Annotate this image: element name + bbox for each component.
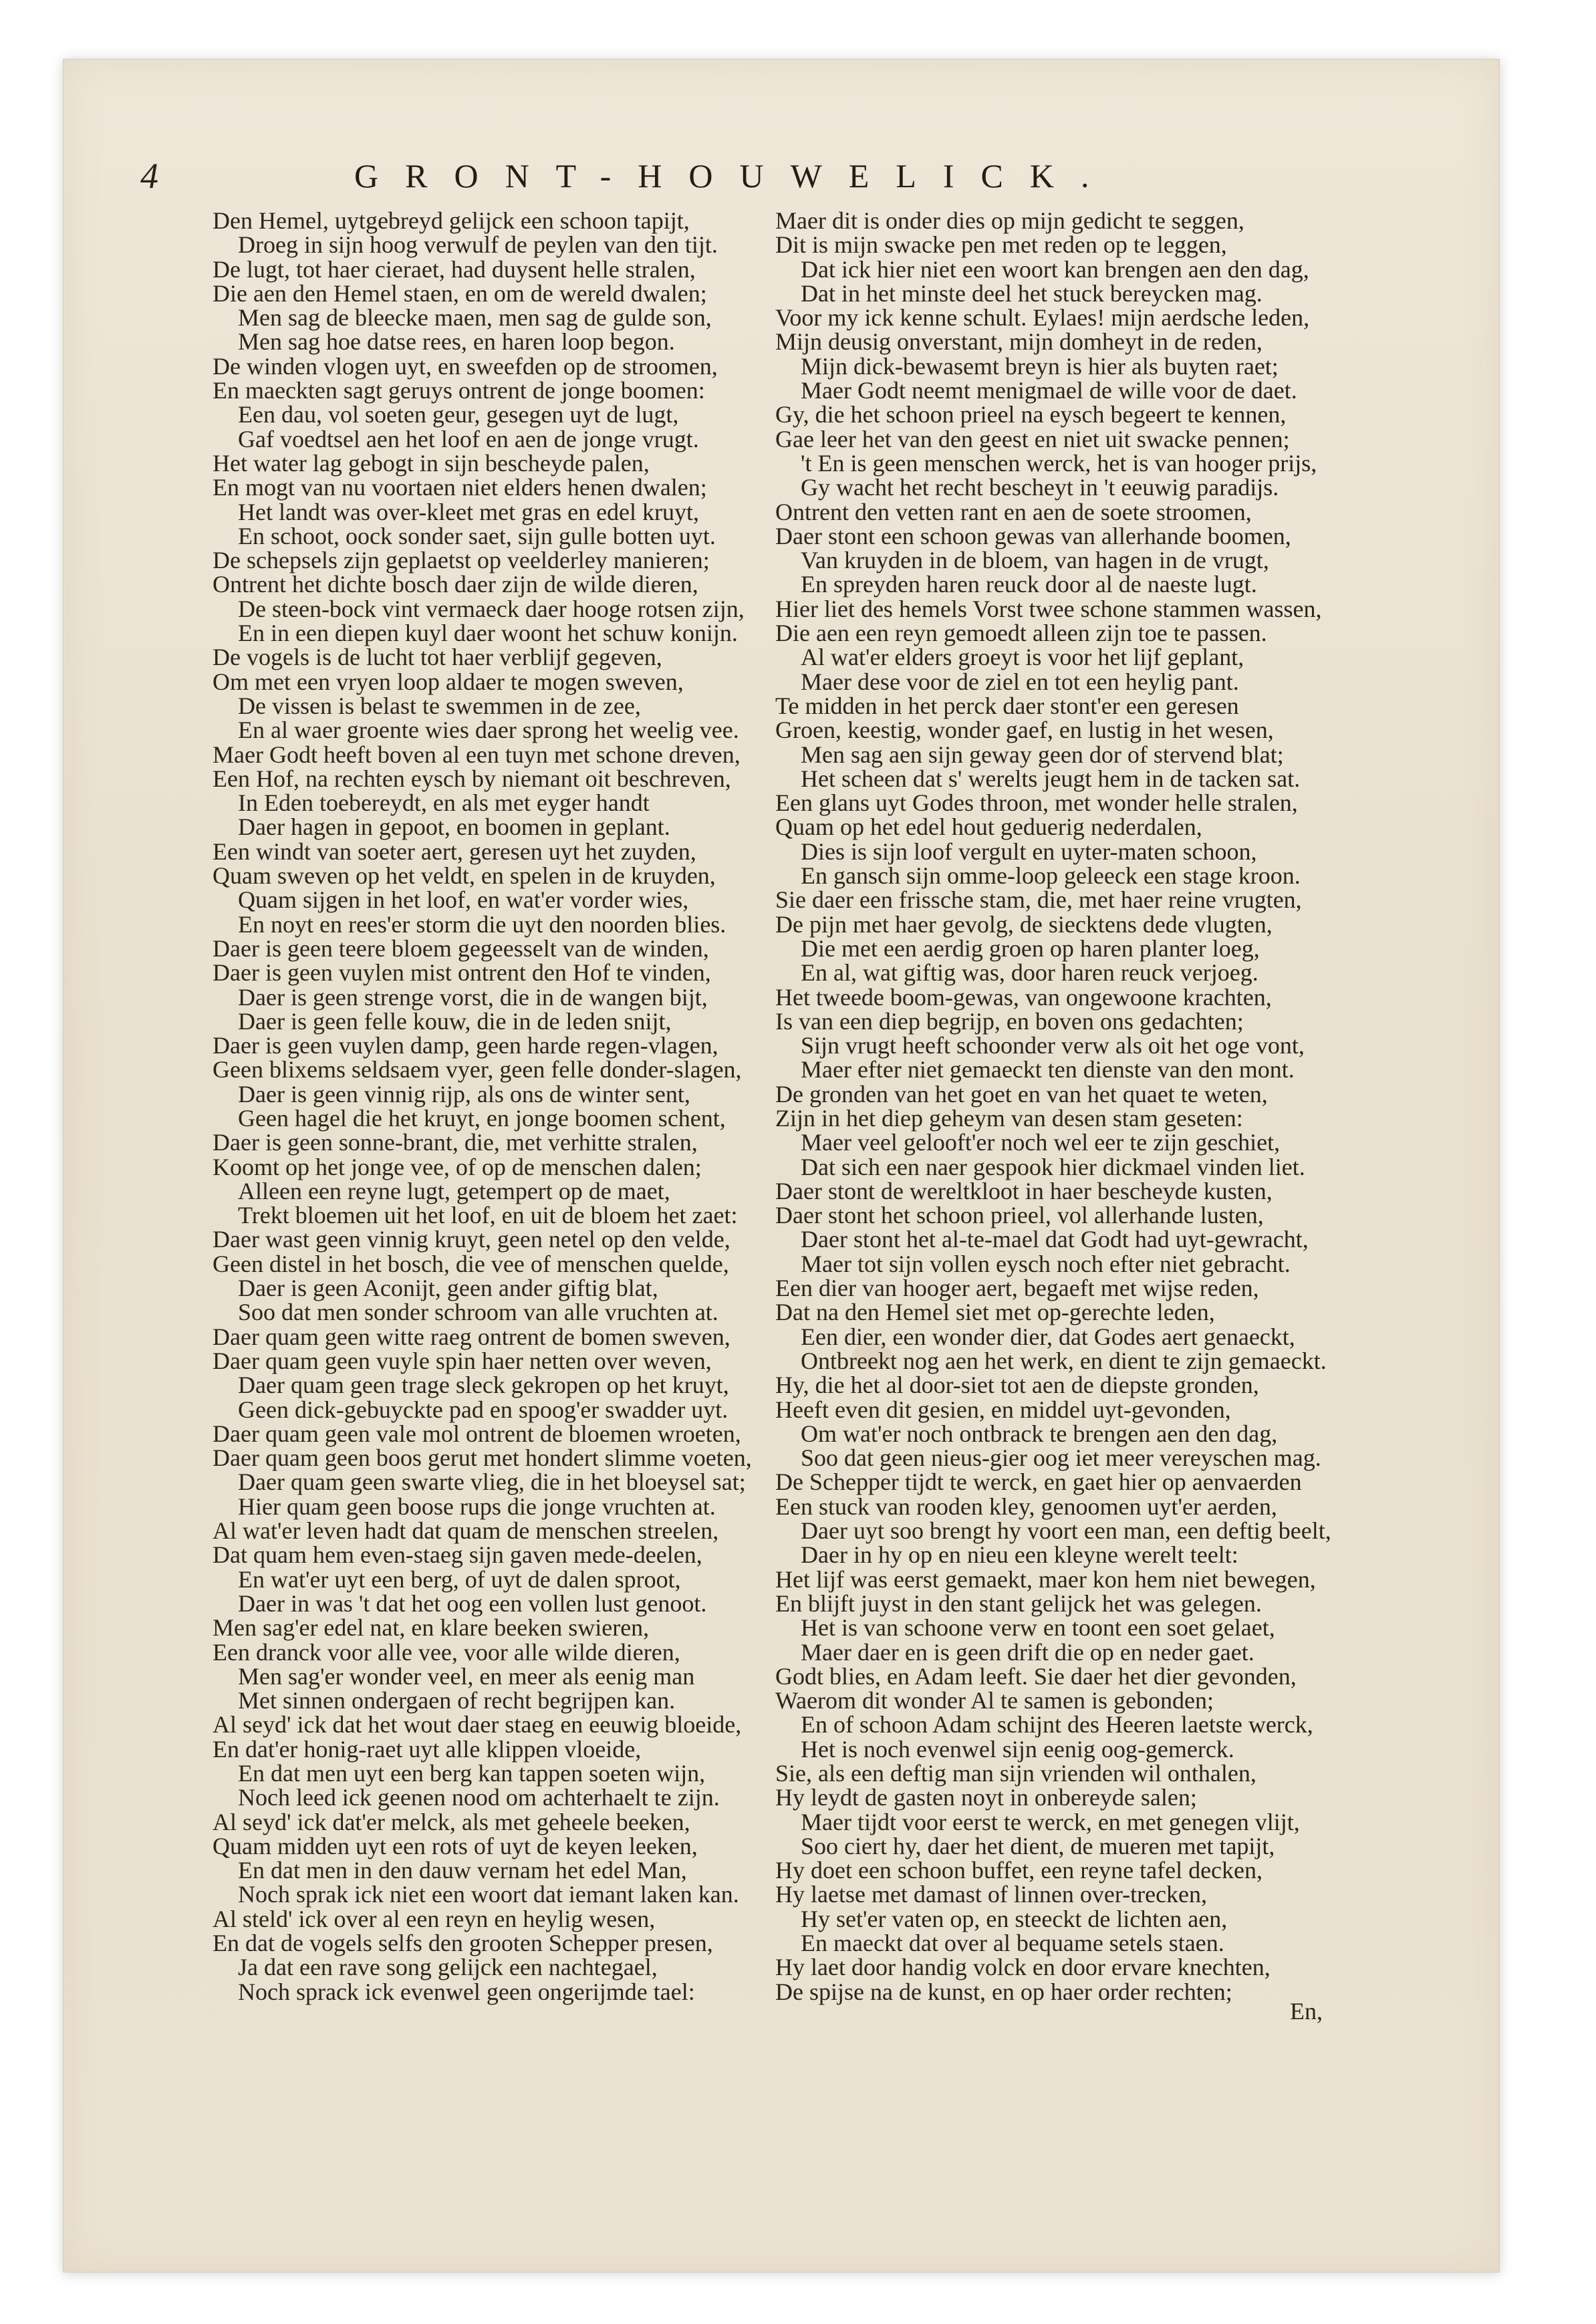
verse-line: Een windt van soeter aert, geresen uyt het zuyden, bbox=[213, 837, 696, 865]
verse-line: Daer is geen vinnig rijp, als ons de winter sent, bbox=[238, 1080, 690, 1108]
verse-line: En maeckten sagt geruys ontrent de jonge boomen: bbox=[213, 377, 705, 404]
verse-line: Geen dick-gebuyckte pad en spoog'er swadder uyt. bbox=[238, 1396, 728, 1423]
verse-line: Hier quam geen boose rups die jonge vruchten at. bbox=[238, 1493, 716, 1520]
verse-line: In Eden toebereydt, en als met eyger handt bbox=[238, 789, 650, 817]
verse-line: Ontbreekt nog aen het werk, en dient te zijn gemaeckt. bbox=[801, 1347, 1327, 1374]
verse-line: Het water lag gebogt in sijn bescheyde palen, bbox=[213, 449, 650, 477]
verse-line: Soo dat geen nieus-gier oog iet meer vereyschen mag. bbox=[801, 1444, 1321, 1472]
verse-line: Ontrent den vetten rant en aen de soete stroomen, bbox=[775, 498, 1252, 525]
verse-line: Voor my ick kenne schult. Eylaes! mijn aerdsche leden, bbox=[775, 304, 1310, 332]
verse-line: En dat men uyt een berg kan tappen soeten wijn, bbox=[238, 1760, 706, 1787]
verse-line: Daer is geen teere bloem gegeesselt van de winden, bbox=[213, 934, 709, 962]
verse-line: Sijn vrugt heeft schoonder verw als oit het oge vont, bbox=[801, 1032, 1305, 1059]
verse-line: Dat in het minste deel het stuck bereycken mag. bbox=[801, 279, 1262, 307]
running-head: GRONT-HOUWELICK. bbox=[354, 157, 1116, 195]
verse-line: De lugt, tot haer cieraet, had duysent helle stralen, bbox=[213, 255, 696, 283]
verse-line: Al wat'er leven hadt dat quam de menschen streelen, bbox=[213, 1517, 719, 1545]
verse-line: Hy leydt de gasten noyt in onbereyde salen; bbox=[775, 1784, 1197, 1811]
verse-line: Quam sijgen in het loof, en wat'er vorder wies, bbox=[238, 886, 689, 914]
left-verse-column bbox=[213, 209, 752, 2004]
verse-line: Daer stont het al-te-mael dat Godt had uyt-gewracht, bbox=[801, 1226, 1309, 1253]
verse-line: Daer quam geen swarte vlieg, die in het bloeysel sat; bbox=[238, 1468, 746, 1496]
verse-line: En maeckt dat over al bequame setels staen. bbox=[801, 1930, 1224, 1957]
verse-line: Daer in hy op en nieu een kleyne werelt teelt: bbox=[801, 1541, 1238, 1569]
verse-line: Maer dese voor de ziel en tot een heylig pant. bbox=[801, 668, 1239, 695]
verse-line: Koomt op het jonge vee, of op de menschen dalen; bbox=[213, 1153, 702, 1180]
verse-line: Mijn deusig onverstant, mijn domheyt in de reden, bbox=[775, 328, 1262, 356]
verse-line: Dat sich een naer gespook hier dickmael vinden liet. bbox=[801, 1153, 1305, 1180]
verse-line: Soo dat men sonder schroom van alle vruchten at. bbox=[238, 1299, 718, 1326]
verse-line: Maer tot sijn vollen eysch noch efter niet gebracht. bbox=[801, 1250, 1291, 1277]
verse-line: Noch sprak ick niet een woort dat iemant laken kan. bbox=[238, 1881, 739, 1908]
verse-line: Daer is geen vuylen mist ontrent den Hof te vinden, bbox=[213, 959, 711, 987]
verse-line: Hy set'er vaten op, en steeckt de lichten aen, bbox=[801, 1905, 1228, 1932]
verse-line: De winden vlogen uyt, en sweefden op de stroomen, bbox=[213, 352, 718, 380]
verse-line: Een Hof, na rechten eysch by niemant oit beschreven, bbox=[213, 765, 731, 792]
verse-line: 't En is geen menschen werck, het is van hooger prijs, bbox=[801, 449, 1317, 477]
verse-line: Daer quam geen witte raeg ontrent de bomen sweven, bbox=[213, 1323, 730, 1350]
verse-line: Groen, keestig, wonder gaef, en lustig in het wesen, bbox=[775, 717, 1274, 744]
verse-line: Droeg in sijn hoog verwulf de peylen van den tijt. bbox=[238, 231, 718, 259]
verse-line: De pijn met haer gevolg, de siecktens dede vlugten, bbox=[775, 910, 1273, 938]
verse-line: Daer quam geen vale mol ontrent de bloemen wroeten, bbox=[213, 1420, 741, 1447]
verse-line: Het is van schoone verw en toont een soet gelaet, bbox=[801, 1614, 1275, 1642]
verse-line: De vissen is belast te swemmen in de zee, bbox=[238, 692, 641, 719]
verse-line: Een dier van hooger aert, begaeft met wijse reden, bbox=[775, 1275, 1259, 1302]
verse-line: Geen distel in het bosch, die vee of menschen quelde, bbox=[213, 1250, 729, 1277]
verse-line: Hy, die het al door-siet tot aen de diepste gronden, bbox=[775, 1372, 1259, 1399]
verse-line: Men sag hoe datse rees, en haren loop begon. bbox=[238, 328, 675, 356]
verse-line: Zijn in het diep geheym van desen stam geseten: bbox=[775, 1104, 1243, 1132]
verse-line: Quam sweven op het veldt, en spelen in de kruyden, bbox=[213, 862, 716, 890]
verse-line: Daer stont het schoon prieel, vol allerhande lusten, bbox=[775, 1202, 1264, 1229]
verse-line: Daer uyt soo brengt hy voort een man, een deftig beelt, bbox=[801, 1517, 1331, 1545]
verse-line: En dat men in den dauw vernam het edel Man, bbox=[238, 1857, 687, 1884]
verse-line: Die met een aerdig groen op haren planter loeg, bbox=[801, 934, 1260, 962]
verse-line: Die aen een reyn gemoedt alleen zijn toe te passen. bbox=[775, 620, 1267, 647]
verse-line: Is van een diep begrijp, en boven ons gedachten; bbox=[775, 1007, 1244, 1035]
verse-line: Daer is geen felle kouw, die in de leden snijt, bbox=[238, 1007, 672, 1035]
verse-line: En al waer groente wies daer sprong het weelig vee. bbox=[238, 717, 739, 744]
verse-line: En wat'er uyt een berg, of uyt de dalen sproot, bbox=[238, 1565, 681, 1593]
verse-line: Al seyd' ick dat het wout daer staeg en eeuwig bloeide, bbox=[213, 1711, 742, 1738]
verse-line: Dit is mijn swacke pen met reden op te leggen, bbox=[775, 231, 1227, 259]
verse-line: Daer quam geen boos gerut met hondert slimme voeten, bbox=[213, 1444, 752, 1472]
verse-line: En dat de vogels selfs den grooten Schepper presen, bbox=[213, 1930, 713, 1957]
verse-line: Men sag'er edel nat, en klare beeken swieren, bbox=[213, 1614, 650, 1642]
verse-line: Waerom dit wonder Al te samen is gebonden; bbox=[775, 1687, 1214, 1714]
verse-line: Al steld' ick over al een reyn en heylig wesen, bbox=[213, 1905, 656, 1932]
verse-line: Al wat'er elders groeyt is voor het lijf geplant, bbox=[801, 644, 1244, 671]
verse-line: Gy wacht het recht bescheyt in 't eeuwig paradijs. bbox=[801, 474, 1279, 501]
verse-line: En blijft juyst in den stant gelijck het was gelegen. bbox=[775, 1589, 1262, 1617]
verse-line: Men sag de bleecke maen, men sag de gulde son, bbox=[238, 304, 712, 332]
verse-line: En mogt van nu voortaen niet elders henen dwalen; bbox=[213, 474, 707, 501]
verse-line: Een stuck van rooden kley, genoomen uyt'er aerden, bbox=[775, 1493, 1277, 1520]
verse-line: Mijn dick-bewasemt breyn is hier als buyten raet; bbox=[801, 352, 1279, 380]
verse-line: Men sag aen sijn geway geen dor of stervend blat; bbox=[801, 741, 1284, 768]
verse-line: Gae leer het van den geest en niet uit swacke pennen; bbox=[775, 425, 1290, 453]
verse-line: Een dier, een wonder dier, dat Godes aert genaeckt, bbox=[801, 1323, 1295, 1350]
verse-line: En dat'er honig-raet uyt alle klippen vloeide, bbox=[213, 1735, 642, 1763]
verse-line: Dies is sijn loof vergult en uyter-maten schoon, bbox=[801, 837, 1257, 865]
verse-line: Maer tijdt voor eerst te werck, en met genegen vlijt, bbox=[801, 1808, 1300, 1835]
verse-line: Men sag'er wonder veel, en meer als eenig man bbox=[238, 1662, 695, 1690]
verse-line: Het tweede boom-gewas, van ongewoone krachten, bbox=[775, 983, 1272, 1011]
verse-line: Daer quam geen trage sleck gekropen op het kruyt, bbox=[238, 1372, 729, 1399]
verse-line: Het lijf was eerst gemaekt, maer kon hem niet bewegen, bbox=[775, 1565, 1316, 1593]
verse-line: Noch leed ick geenen nood om achterhaelt te zijn. bbox=[238, 1784, 720, 1811]
verse-line: Sie daer een frissche stam, die, met haer reine vrugten, bbox=[775, 886, 1302, 914]
verse-line: Een glans uyt Godes throon, met wonder helle stralen, bbox=[775, 789, 1298, 817]
verse-line: Dat quam hem even-staeg sijn gaven mede-deelen, bbox=[213, 1541, 702, 1569]
verse-line: Gaf voedtsel aen het loof en aen de jonge vrugt. bbox=[238, 425, 699, 453]
verse-line: Heeft even dit gesien, en middel uyt-gevonden, bbox=[775, 1396, 1231, 1423]
verse-line: Het landt was over-kleet met gras en edel kruyt, bbox=[238, 498, 700, 525]
verse-line: Soo ciert hy, daer het dient, de mueren met tapijt, bbox=[801, 1832, 1275, 1859]
verse-line: Noch sprack ick evenwel geen ongerijmde tael: bbox=[238, 1978, 695, 2005]
verse-line: De Schepper tijdt te werck, en gaet hier op aenvaerden bbox=[775, 1468, 1302, 1496]
verse-line: Van kruyden in de bloem, van hagen in de vrugt, bbox=[801, 547, 1269, 574]
verse-line: En al, wat giftig was, door haren reuck verjoeg. bbox=[801, 959, 1258, 987]
catchword: En, bbox=[1290, 1998, 1323, 2025]
verse-line: Te midden in het perck daer stont'er een geresen bbox=[775, 692, 1239, 719]
verse-line: En spreyden haren reuck door al de naeste lugt. bbox=[801, 571, 1257, 598]
verse-line: Daer is geen Aconijt, geen ander giftig blat, bbox=[238, 1275, 658, 1302]
verse-line: Dat ick hier niet een woort kan brengen aen den dag, bbox=[801, 255, 1309, 283]
verse-line: Geen hagel die het kruyt, en jonge boomen schent, bbox=[238, 1104, 726, 1132]
verse-line: Daer stont een schoon gewas van allerhande boomen, bbox=[775, 522, 1291, 549]
verse-line: Maer efter niet gemaeckt ten dienste van den mont. bbox=[801, 1056, 1295, 1083]
verse-line: Om met een vryen loop aldaer te mogen sweven, bbox=[213, 668, 684, 695]
verse-line: Daer wast geen vinnig kruyt, geen netel op den velde, bbox=[213, 1226, 730, 1253]
verse-line: De steen-bock vint vermaeck daer hooge rotsen zijn, bbox=[238, 595, 745, 622]
verse-line: Quam op het edel hout geduerig nederdalen, bbox=[775, 813, 1202, 841]
verse-line: Hy laet door handig volck en door ervare knechten, bbox=[775, 1954, 1271, 1981]
page-number: 4 bbox=[140, 156, 158, 196]
verse-line: Al seyd' ick dat'er melck, als met geheele beeken, bbox=[213, 1808, 690, 1835]
verse-line: Den Hemel, uytgebreyd gelijck een schoon tapijt, bbox=[213, 207, 690, 234]
verse-line: Daer is geen strenge vorst, die in de wangen bijt, bbox=[238, 983, 708, 1011]
verse-line: En noyt en rees'er storm die uyt den noorden blies. bbox=[238, 910, 726, 938]
verse-line: Ontrent het dichte bosch daer zijn de wilde dieren, bbox=[213, 571, 698, 598]
verse-line: Een dau, vol soeten geur, gesegen uyt de lugt, bbox=[238, 401, 679, 428]
verse-line: Hy laetse met damast of linnen over-trecken, bbox=[775, 1881, 1208, 1908]
verse-line: Daer quam geen vuyle spin haer netten over weven, bbox=[213, 1347, 712, 1374]
verse-line: De gronden van het goet en van het quaet te weten, bbox=[775, 1080, 1268, 1108]
verse-line: Sie, als een deftig man sijn vrienden wil onthalen, bbox=[775, 1760, 1256, 1787]
verse-line: Hy doet een schoon buffet, een reyne tafel decken, bbox=[775, 1857, 1263, 1884]
verse-line: Maer Godt heeft boven al een tuyn met schone dreven, bbox=[213, 741, 741, 768]
verse-line: En of schoon Adam schijnt des Heeren laetste werck, bbox=[801, 1711, 1313, 1738]
verse-line: Het scheen dat s' werelts jeugt hem in de tacken sat. bbox=[801, 765, 1301, 792]
verse-line: Daer is geen vuylen damp, geen harde regen-vlagen, bbox=[213, 1032, 718, 1059]
verse-line: En in een diepen kuyl daer woont het schuw konijn. bbox=[238, 620, 738, 647]
verse-line: Dat na den Hemel siet met op-gerechte leden, bbox=[775, 1299, 1215, 1326]
verse-line: En gansch sijn omme-loop geleeck een stage kroon. bbox=[801, 862, 1301, 890]
verse-line: Maer daer en is geen drift die op en neder gaet. bbox=[801, 1638, 1254, 1666]
verse-line: Geen blixems seldsaem vyer, geen felle donder-slagen, bbox=[213, 1056, 742, 1083]
verse-line: De spijse na de kunst, en op haer order rechten; bbox=[775, 1978, 1232, 2005]
verse-line: De schepsels zijn geplaetst op veelderley manieren; bbox=[213, 547, 710, 574]
verse-line: Ja dat een rave song gelijck een nachtegael, bbox=[238, 1954, 658, 1981]
verse-line: Alleen een reyne lugt, getempert op de maet, bbox=[238, 1177, 670, 1204]
verse-line: Gy, die het schoon prieel na eysch begeert te kennen, bbox=[775, 401, 1287, 428]
verse-line: Die aen den Hemel staen, en om de wereld dwalen; bbox=[213, 279, 707, 307]
verse-line: Met sinnen ondergaen of recht begrijpen kan. bbox=[238, 1687, 676, 1714]
verse-line: Trekt bloemen uit het loof, en uit de bloem het zaet: bbox=[238, 1202, 738, 1229]
verse-line: En schoot, oock sonder saet, sijn gulle botten uyt. bbox=[238, 522, 716, 549]
verse-line: Maer veel gelooft'er noch wel eer te zijn geschiet, bbox=[801, 1129, 1281, 1156]
verse-line: Hier liet des hemels Vorst twee schone stammen wassen, bbox=[775, 595, 1322, 622]
verse-line: Daer is geen sonne-brant, die, met verhitte stralen, bbox=[213, 1129, 698, 1156]
verse-line: Het is noch evenwel sijn eenig oog-gemerck. bbox=[801, 1735, 1234, 1763]
verse-line: Een dranck voor alle vee, voor alle wilde dieren, bbox=[213, 1638, 680, 1666]
verse-line: Godt blies, en Adam leeft. Sie daer het dier gevonden, bbox=[775, 1662, 1297, 1690]
verse-line: Om wat'er noch ontbrack te brengen aen den dag, bbox=[801, 1420, 1278, 1447]
right-verse-column bbox=[775, 209, 1331, 2004]
verse-line: Daer stont de wereltkloot in haer bescheyde kusten, bbox=[775, 1177, 1273, 1204]
verse-line: De vogels is de lucht tot haer verblijf gegeven, bbox=[213, 644, 662, 671]
verse-line: Daer in was 't dat het oog een vollen lust genoot. bbox=[238, 1589, 707, 1617]
verse-line: Daer hagen in gepoot, en boomen in geplant. bbox=[238, 813, 670, 841]
verse-line: Quam midden uyt een rots of uyt de keyen leeken, bbox=[213, 1832, 698, 1859]
verse-line: Maer Godt neemt menigmael de wille voor de daet. bbox=[801, 377, 1297, 404]
verse-line: Maer dit is onder dies op mijn gedicht te seggen, bbox=[775, 207, 1244, 234]
